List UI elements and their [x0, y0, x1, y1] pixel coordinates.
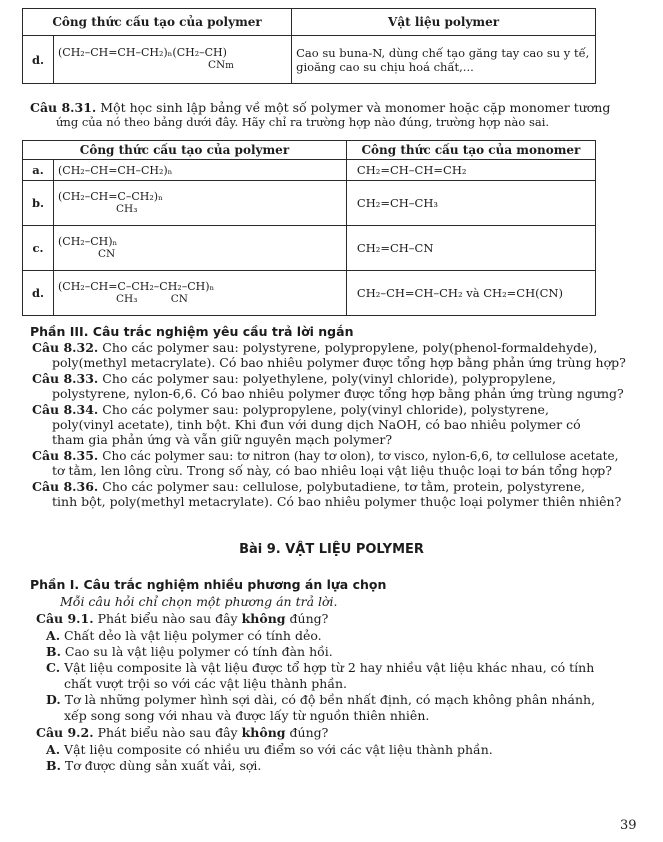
- col-header-polymer: Công thức cấu tạo của polymer: [23, 141, 347, 160]
- question-number: Câu 8.36.: [32, 479, 99, 494]
- question-8-32-line1: [32, 340, 597, 355]
- option-letter: B.: [46, 644, 61, 659]
- row-label-d: d.: [23, 36, 54, 84]
- question-text: Cho các polymer sau: polystyrene, polypropylene, poly(phenol-formaldehyde),: [102, 340, 598, 355]
- col-header-polymer-structure: Công thức cấu tạo của polymer: [23, 9, 292, 36]
- formula-sub-index: m: [225, 61, 234, 71]
- polymer-cell: [54, 271, 347, 316]
- option-d-line2: xếp song song với nhau và được lấy từ nguồn thiên nhiên.: [64, 708, 430, 723]
- option-text: Tơ là những polymer hình sợi dài, có độ bền nhất định, có mạch không phân nhánh,: [64, 692, 596, 707]
- polymer-formula-cell: [54, 36, 292, 84]
- row-label: c.: [23, 226, 54, 271]
- question-9-1-stem: [36, 611, 328, 626]
- part-1-heading: Phần I. Câu trắc nghiệm nhiều phương án lựa chọn: [30, 577, 387, 592]
- question-number: Câu 8.32.: [32, 340, 99, 355]
- polymer-formula: (CH₂–CH)ₙ: [58, 235, 118, 248]
- question-stem-text: Phát biểu nào sau đây: [97, 611, 238, 626]
- col-header-monomer: Công thức cấu tạo của monomer: [346, 141, 595, 160]
- question-8-36-line1: [32, 479, 585, 494]
- page-number: 39: [620, 818, 637, 833]
- question-stem-text: Phát biểu nào sau đây: [97, 725, 238, 740]
- polymer-cell: [54, 226, 347, 271]
- question-stem-end: đúng?: [289, 725, 329, 740]
- option-letter: A.: [46, 742, 61, 757]
- table-row: [23, 271, 596, 316]
- question-8-32-line2: poly(methyl metacrylate). Có bao nhiêu polymer được tổng hợp bằng phản ứng trùng hợp?: [52, 355, 626, 370]
- question-text: Cho các polymer sau: tơ nitron (hay tơ olon), tơ visco, nylon-6,6, tơ cellulose acetate,: [102, 449, 619, 463]
- polymer-cell: [54, 181, 347, 226]
- instruction-text: Mỗi câu hỏi chỉ chọn một phương án trả lời.: [60, 594, 338, 609]
- monomer-cell: CH₂=CH–CH₃: [346, 181, 595, 226]
- question-number: Câu 8.34.: [32, 402, 99, 417]
- polymer-formula: (CH₂–CH=CH–CH₂)ₙ(CH₂–CH): [58, 46, 227, 59]
- material-description: Cao su buna-N, dùng chế tạo găng tay cao su y tế, gioăng cao su chịu hoá chất,...: [292, 36, 596, 84]
- question-8-35-line2: tơ tằm, len lông cừu. Trong số này, có bao nhiêu loại vật liệu thuộc loại tơ bán tổng hợp?: [52, 463, 612, 478]
- question-9-2-stem: [36, 725, 328, 740]
- formula-substituent: CN: [208, 59, 226, 71]
- col-header-polymer-material: Vật liệu polymer: [292, 9, 596, 36]
- question-8-34-line1: [32, 402, 549, 417]
- lesson-title: Bài 9. VẬT LIỆU POLYMER: [239, 542, 424, 557]
- question-text: Một học sinh lập bảng về một số polymer và monomer hoặc cặp monomer tương: [100, 100, 611, 115]
- polymer-substituent: CH₃: [116, 203, 138, 215]
- question-number: Câu 9.1.: [36, 611, 94, 626]
- polymer-formula: (CH₂–CH=C–CH₂–CH₂–CH)ₙ: [58, 280, 215, 293]
- question-8-31-line2: ứng của nó theo bảng dưới đây. Hãy chỉ ra trường hợp nào đúng, trường hợp nào sai.: [56, 115, 550, 129]
- option-text: Vật liệu composite là vật liệu được tổ hợp từ 2 hay nhiều vật liệu khác nhau, có tính: [64, 660, 595, 675]
- option-a[interactable]: [46, 742, 493, 757]
- table-row: [23, 181, 596, 226]
- question-8-33-line1: [32, 371, 556, 386]
- part-3-heading: Phần III. Câu trắc nghiệm yêu cầu trả lời ngắn: [30, 324, 354, 339]
- monomer-cell: CH₂=CH–CN: [346, 226, 595, 271]
- question-text: Cho các polymer sau: cellulose, polybutadiene, tơ tằm, protein, polystyrene,: [102, 479, 585, 494]
- option-letter: C.: [46, 660, 61, 675]
- option-text: Cao su là vật liệu polymer có tính đàn hồi.: [64, 644, 333, 659]
- option-letter: A.: [46, 628, 61, 643]
- option-text: Chất dẻo là vật liệu polymer có tính dẻo.: [64, 628, 322, 643]
- option-a[interactable]: [46, 628, 322, 643]
- polymer-formula: (CH₂–CH=C–CH₂)ₙ: [58, 190, 163, 203]
- option-text: Tơ được dùng sản xuất vải, sợi.: [64, 758, 262, 773]
- option-c[interactable]: [46, 660, 594, 675]
- question-8-34-line2: poly(vinyl acetate), tinh bột. Khi đun với dung dịch NaOH, có bao nhiêu polymer có: [52, 417, 581, 432]
- question-8-31-line1: [30, 100, 610, 115]
- row-label: b.: [23, 181, 54, 226]
- polymer-cell: [54, 160, 347, 181]
- option-letter: B.: [46, 758, 61, 773]
- question-text: Cho các polymer sau: polyethylene, poly(vinyl chloride), polypropylene,: [102, 371, 556, 386]
- table-row: [23, 160, 596, 181]
- question-8-35-line1: [32, 448, 618, 464]
- option-c-line2: chất vượt trội so với các vật liệu thành phần.: [64, 676, 348, 691]
- polymer-material-table: [22, 8, 596, 84]
- question-8-33-line2: polystyrene, nylon-6,6. Có bao nhiêu polymer được tổng hợp bằng phản ứng trùng ngưng?: [52, 386, 624, 401]
- question-stem-end: đúng?: [289, 611, 329, 626]
- question-text: Cho các polymer sau: polypropylene, poly(vinyl chloride), polystyrene,: [102, 402, 549, 417]
- question-stem-emphasis: không: [241, 611, 286, 626]
- option-d[interactable]: [46, 692, 595, 707]
- monomer-cell: CH₂–CH=CH–CH₂ và CH₂=CH(CN): [346, 271, 595, 316]
- question-number: Câu 8.31.: [30, 100, 97, 115]
- table-row: [23, 226, 596, 271]
- question-8-36-line2: tinh bột, poly(methyl metacrylate). Có bao nhiêu polymer thuộc loại polymer thiên nhiên?: [52, 494, 622, 509]
- monomer-cell: CH₂=CH–CH=CH₂: [346, 160, 595, 181]
- option-b[interactable]: [46, 644, 333, 659]
- polymer-substituent: CN: [98, 248, 116, 260]
- polymer-substituent: CH₃ CN: [116, 293, 188, 305]
- row-label: a.: [23, 160, 54, 181]
- question-number: Câu 9.2.: [36, 725, 94, 740]
- option-b[interactable]: [46, 758, 261, 773]
- row-label: d.: [23, 271, 54, 316]
- question-number: Câu 8.33.: [32, 371, 99, 386]
- question-number: Câu 8.35.: [32, 448, 99, 463]
- question-8-34-line3: tham gia phản ứng và vẫn giữ nguyên mạch polymer?: [52, 432, 393, 447]
- option-letter: D.: [46, 692, 61, 707]
- option-text: Vật liệu composite có nhiều ưu điểm so với các vật liệu thành phần.: [64, 742, 493, 757]
- polymer-formula: (CH₂–CH=CH–CH₂)ₙ: [58, 164, 173, 177]
- polymer-monomer-table: [22, 140, 596, 316]
- question-stem-emphasis: không: [241, 725, 286, 740]
